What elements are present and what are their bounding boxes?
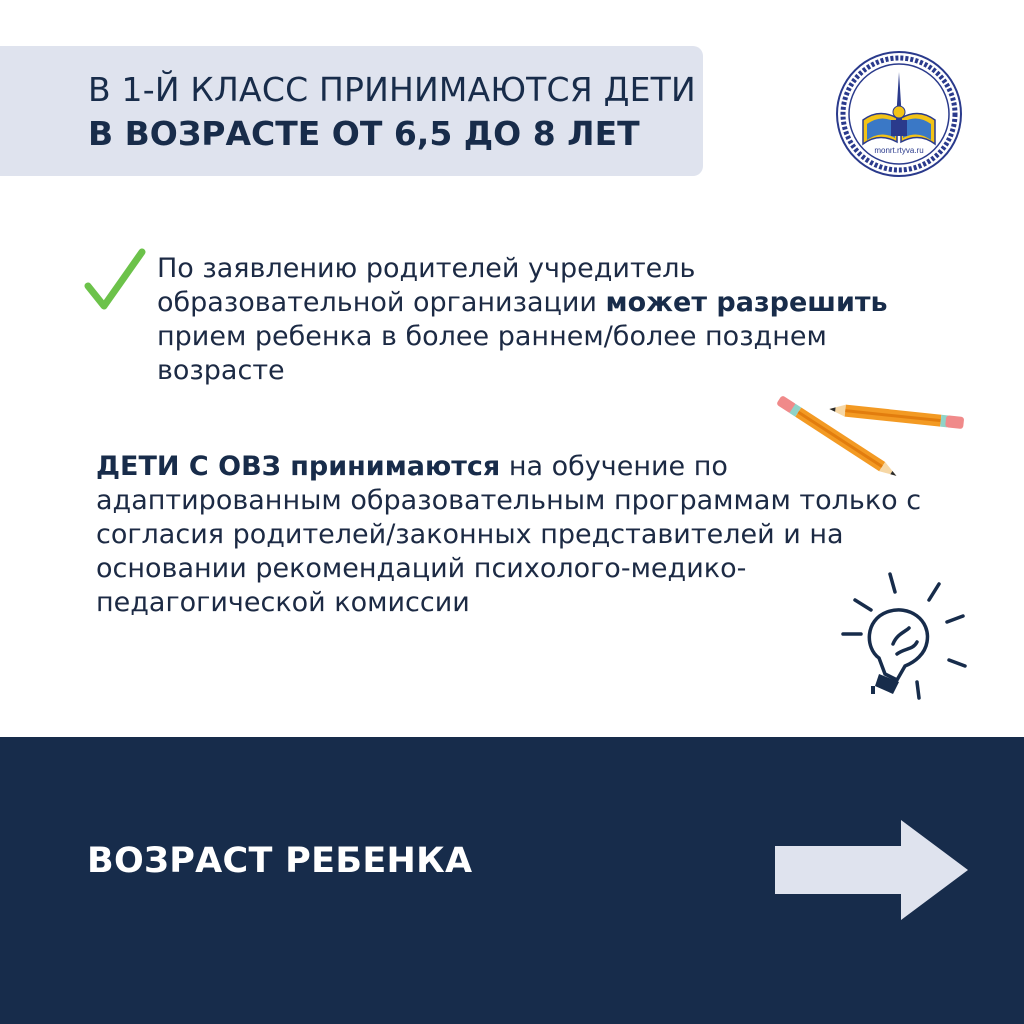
checkmark-icon	[84, 248, 146, 314]
ministry-logo	[835, 50, 963, 178]
para1-text-after: прием ребенка в более раннем/более позднем возрасте	[157, 321, 827, 386]
footer-title: ВОЗРАСТ РЕБЕНКА	[87, 841, 473, 881]
para1-bold: может разрешить	[605, 287, 888, 318]
para2-bold: ДЕТИ С ОВЗ принимаются	[96, 451, 501, 482]
header-banner	[0, 46, 703, 176]
logo-caption: monrt.rtyva.ru	[874, 146, 924, 155]
lightbulb-icon	[835, 570, 985, 710]
header-line-2: В ВОЗРАСТЕ ОТ 6,5 ДО 8 ЛЕТ	[88, 114, 640, 153]
para1-text-before: По заявлению родителей учредитель образовательной организации	[157, 253, 696, 318]
parent-request-paragraph	[157, 252, 947, 388]
arrow-right-icon[interactable]	[775, 820, 968, 920]
para2-text-after: на обучение по адаптированным образовательным программам только с согласия родителей/законных представителей и на основании рекомендаций психолого-медико-педагогической комиссии	[96, 451, 922, 618]
header-line-1: В 1-Й КЛАСС ПРИНИМАЮТСЯ ДЕТИ	[88, 70, 696, 109]
ovz-paragraph	[96, 450, 936, 620]
